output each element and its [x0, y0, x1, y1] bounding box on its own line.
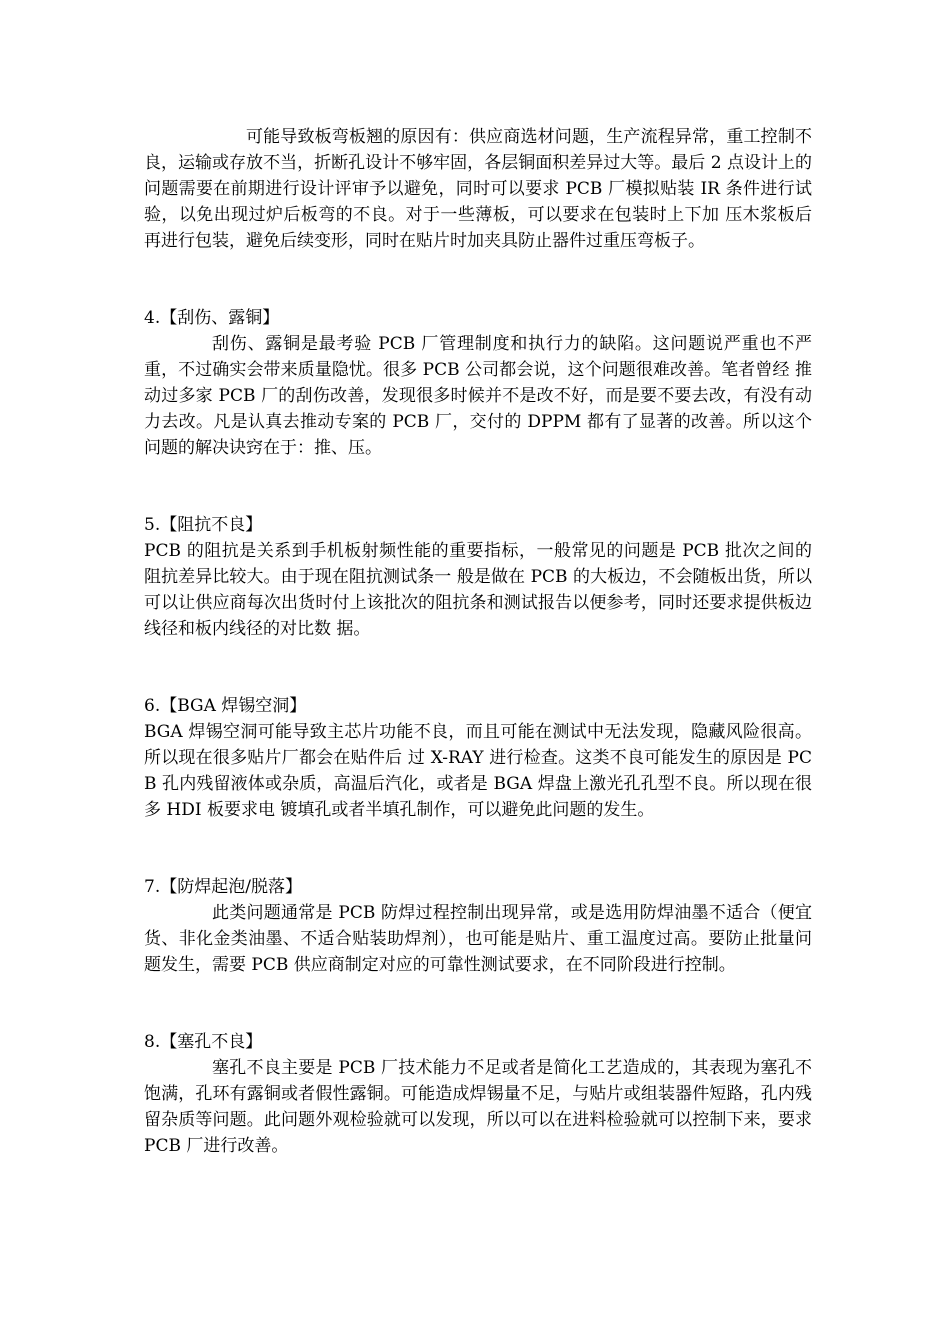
section-heading: 5.【阻抗不良】 [144, 515, 263, 535]
document-page [144, 124, 818, 1159]
section-impedance-defect [144, 512, 812, 642]
section-scratch-exposed-copper [144, 305, 812, 461]
section-solder-mask-blister [144, 874, 812, 978]
section-body: 刮伤、露铜是最考验 PCB 厂管理制度和执行力的缺陷。这问题说严重也不严重，不过确实会带来质量隐忧。很多 PCB 公司都会说，这个问题很难改善。笔者曾经 推动过多家 PCB 厂的刮伤改善，发现很多时候并不是改不好，而是要不要去改，有没有动力去改。凡是认真去推动专案的 PCB 厂，交付的 DPPM 都有了显著的改善。所以这个问题的解决诀窍在于：推、压。 [144, 334, 812, 458]
section-heading: 8.【塞孔不良】 [144, 1032, 263, 1052]
section-heading: 4.【刮伤、露铜】 [144, 308, 280, 328]
section-body: 此类问题通常是 PCB 防焊过程控制出现异常，或是选用防焊油墨不适合（便宜货、非化金类油墨、不适合贴装助焊剂），也可能是贴片、重工温度过高。要防止批量问题发生，需要 PCB 供应商制定对应的可靠性测试要求，在不同阶段进行控制。 [144, 903, 812, 975]
section-bga-solder-void [144, 693, 812, 823]
section-body: PCB 的阻抗是关系到手机板射频性能的重要指标，一般常见的问题是 PCB 批次之间的阻抗差异比较大。由于现在阻抗测试条一 般是做在 PCB 的大板边，不会随板出货，所以可以让供应商每次出货时付上该批次的阻抗条和测试报告以便参考，同时还要求提供板边线径和板内线径的对比数 据。 [144, 541, 812, 639]
section-heading: 6.【BGA 焊锡空洞】 [144, 696, 307, 716]
section-heading: 7.【防焊起泡/脱落】 [144, 877, 302, 897]
section-plugged-hole-defect [144, 1029, 818, 1159]
intro-paragraph: 可能导致板弯板翘的原因有：供应商选材问题，生产流程异常，重工控制不良，运输或存放不当，折断孔设计不够牢固，各层铜面积差异过大等。最后 2 点设计上的 问题需要在前期进行设计评审予以避免，同时可以要求 PCB 厂模拟贴装 IR 条件进行试验，以免出现过炉后板弯的不良。对于一些薄板，可以要求在包装时上下加 压木浆板后再进行包装，避免后续变形，同时在贴片时加夹具防止器件过重压弯板子。 [144, 127, 818, 251]
section-body: 塞孔不良主要是 PCB 厂技术能力不足或者是简化工艺造成的，其表现为塞孔不饱满，孔环有露铜或者假性露铜。可能造成焊锡量不足，与贴片或组装器件短路，孔内残留杂质等问题。此问题外观检验就可以发现，所以可以在进料检验就可以控制下来，要求 PCB 厂进行改善。 [144, 1058, 818, 1156]
section-body: BGA 焊锡空洞可能导致主芯片功能不良，而且可能在测试中无法发现，隐藏风险很高。所以现在很多贴片厂都会在贴件后 过 X-RAY 进行检查。这类不良可能发生的原因是 PCB 孔内残留液体或杂质，高温后汽化，或者是 BGA 焊盘上激光孔孔型不良。所以现在很多 HDI 板要求电 镀填孔或者半填孔制作，可以避免此问题的发生。 [144, 722, 812, 820]
